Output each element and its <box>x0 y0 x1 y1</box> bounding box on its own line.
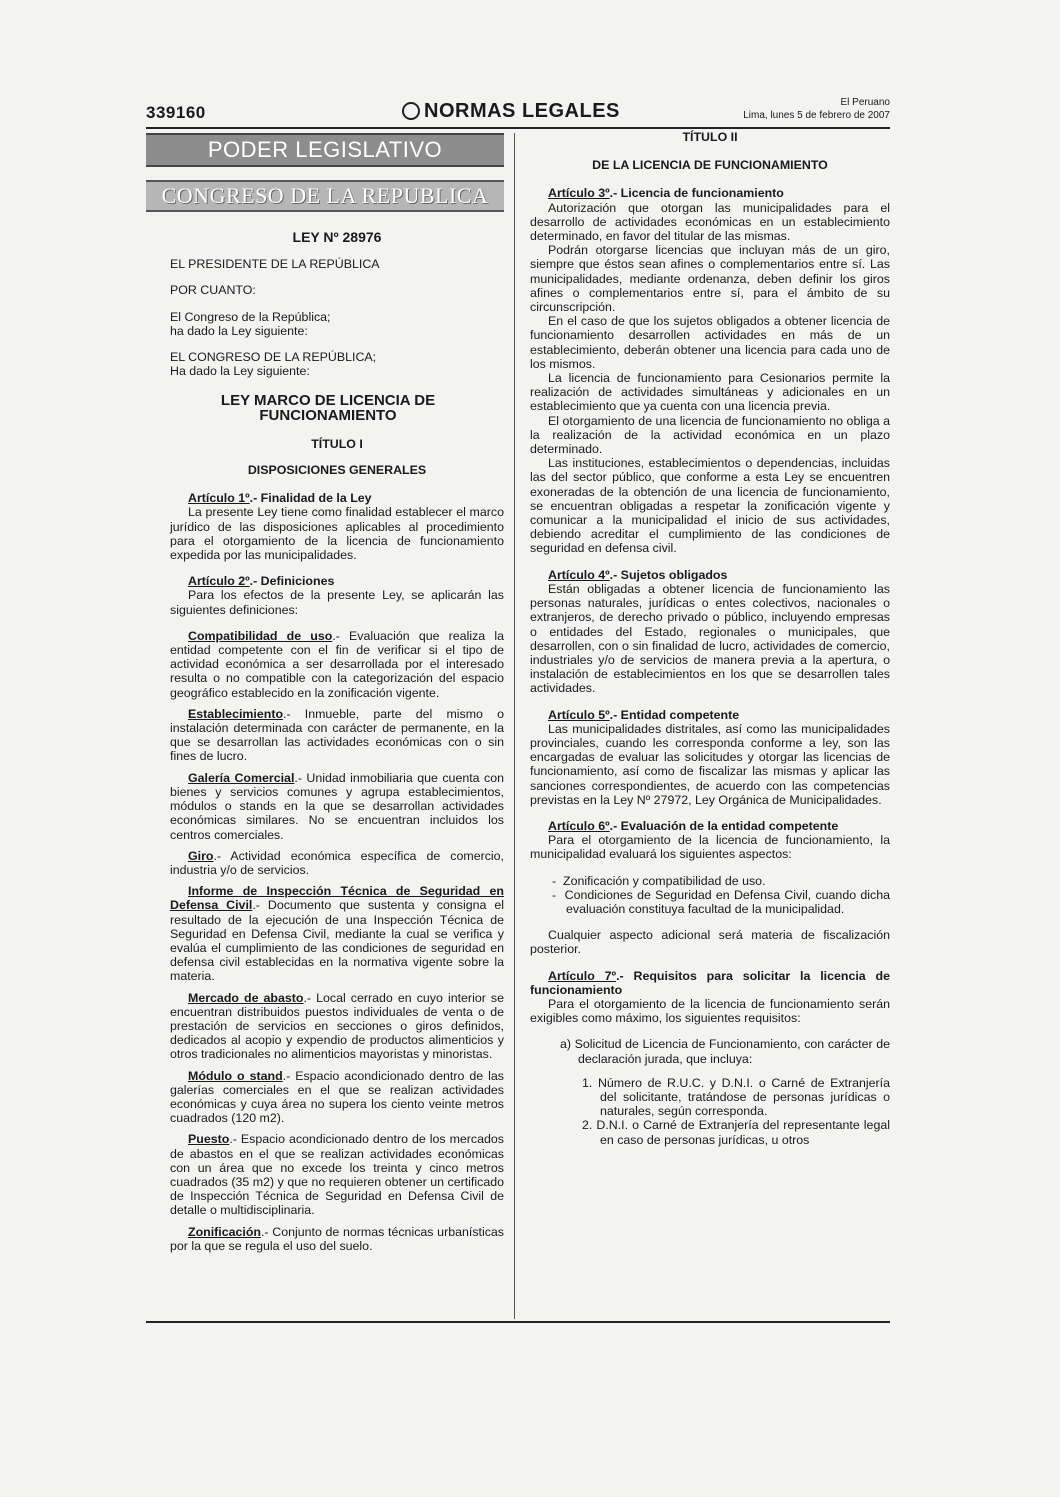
right-column <box>530 130 890 1147</box>
definition-informe: Informe de Inspección Técnica de Seguridad en Defensa Civil.- Documento que sustenta y consigna el resultado de la ejecución de una Inspección Técnica de Seguridad en Defensa Civil, mediante la cual se verifica y evalúa el cumplimiento de las condiciones de seguridad en defensa civil establecidas en la normativa vigente sobre la materia. <box>170 884 504 984</box>
article-6-heading: Artículo 6º.- Evaluación de la entidad competente <box>548 818 839 833</box>
article-2-intro: Para los efectos de la presente Ley, se aplicarán las siguientes definiciones: <box>170 588 504 617</box>
article-7-item-a: a) Solicitud de Licencia de Funcionamiento, con carácter de declaración jurada, que incluya: <box>560 1037 890 1066</box>
newspaper-name: El Peruano <box>840 97 890 108</box>
article-3-paragraph: El otorgamiento de una licencia de funcionamiento no obliga a la realización de la actividad económica en un plazo determinado. <box>530 413 890 457</box>
titulo-1-subheading: DISPOSICIONES GENERALES <box>247 463 427 478</box>
article-6-closing: Cualquier aspecto adicional será materia de fiscalización posterior. <box>530 928 890 957</box>
preamble-ha-dado-1: ha dado la Ley siguiente: <box>170 323 308 338</box>
article-1-text: La presente Ley tiene como finalidad establecer el marco jurídico de las disposiciones aplicables al procedimiento para el otorgamiento de la licencia de funcionamiento expedida por las municipalidades. <box>170 505 504 563</box>
preamble-congreso-2: EL CONGRESO DE LA REPÚBLICA; <box>170 350 377 365</box>
preamble-president: EL PRESIDENTE DE LA REPÚBLICA <box>170 257 380 272</box>
titulo-2-heading: TÍTULO II <box>682 130 738 144</box>
article-7-subitem: 2. D.N.I. o Carné de Extranjería del representante legal en caso de personas jurídicas, u otros <box>582 1118 890 1147</box>
congress-banner: CONGRESO DE LA REPUBLICA <box>146 180 504 212</box>
definition-puesto: Puesto.- Espacio acondicionado dentro de los mercados de abastos en el que se realizan actividades económicas con un área que no excede los treinta y cinco metros cuadrados (35 m2) y que no requieren obtener un certificado de Inspección Técnica de Seguridad en Defensa Civil de detalle o multidisciplinaria. <box>170 1132 504 1218</box>
article-1-heading: Artículo 1º.- Finalidad de la Ley <box>188 491 372 506</box>
issue-date: Lima, lunes 5 de febrero de 2007 <box>743 110 890 121</box>
definition-establecimiento: Establecimiento.- Inmueble, parte del mismo o instalación determinada con carácter de permanente, en la que se desarrollan las actividades económicas con o sin fines de lucro. <box>170 706 504 764</box>
titulo-1-heading: TÍTULO I <box>311 436 363 451</box>
article-3-heading: Artículo 3º.- Licencia de funcionamiento <box>548 186 784 201</box>
definition-modulo: Módulo o stand.- Espacio acondicionado dentro de las galerías comerciales en el que se realizan actividades económicas y cuya área no supera los ciento veinte metros cuadrados (120 m2). <box>170 1068 504 1126</box>
article-7-heading: Artículo 7º.- Requisitos para solicitar la licencia de funcionamiento <box>530 968 890 997</box>
shield-logo-icon <box>402 102 420 120</box>
definition-zonificacion: Zonificación.- Conjunto de normas técnicas urbanísticas por la que se regula el uso del suelo. <box>170 1224 504 1253</box>
header-rule <box>146 127 890 129</box>
page-number: 339160 <box>146 103 206 122</box>
article-2-heading: Artículo 2º.- Definiciones <box>188 574 335 589</box>
article-3-paragraph: En el caso de que los sujetos obligados a obtener licencia de funcionamiento desarrollen actividades en más de un establecimiento, deberán obtener una licencia para cada uno de los mismos. <box>530 314 890 371</box>
titulo-2-subheading: DE LA LICENCIA DE FUNCIONAMIENTO <box>592 158 828 173</box>
article-7-subitem: 1. Número de R.U.C. y D.N.I. o Carné de Extranjería del solicitante, tratándose de personas jurídicas o naturales, según corresponda. <box>582 1075 890 1119</box>
definition-giro: Giro.- Actividad económica específica de comercio, industria y/o de servicios. <box>170 848 504 877</box>
footer-rule <box>146 1321 890 1323</box>
article-4-text: Están obligadas a obtener licencia de funcionamiento las personas naturales, jurídicas o entes colectivos, nacionales o extranjeros, de derecho privado o público, incluyendo empresas o entidades del Estado, regionales o municipales, que desarrollen, con o sin finalidad de lucro, actividades de comercio, industriales y/o de servicios de manera previa a la apertura, o instalación de establecimientos en los que se desarrollen tales actividades. <box>530 581 890 696</box>
article-6-item: - Zonificación y compatibilidad de uso. <box>552 873 766 888</box>
law-number: LEY Nº 28976 <box>292 229 382 245</box>
article-3-paragraph: Podrán otorgarse licencias que incluyan más de un giro, siempre que éstos sean afines o complementarios entre sí. Las municipalidades, mediante ordenanza, deben definir los giros afines o complementarios entre sí, para el ámbito de su circunscripción. <box>530 243 890 315</box>
law-title: LEY MARCO DE LICENCIA DE FUNCIONAMIENTO <box>220 392 436 424</box>
publication-name: NORMAS LEGALES <box>424 100 620 122</box>
article-5-text: Las municipalidades distritales, así como las municipalidades provinciales, cuando les corresponda conforme a ley, son las encargadas de evaluar las solicitudes y otorgar las licencias de funcionamiento, así como de fiscalizar las mismas y aplicar las sanciones correspondientes, de acuerdo con las competencias previstas en la Ley Nº 27972, Ley Orgánica de Municipalidades. <box>530 721 890 807</box>
definition-compatibilidad: Compatibilidad de uso.- Evaluación que realiza la entidad competente con el fin de verificar si el tipo de actividad económica a ser desarrollada por el interesado resulta o no compatible con la categorización del espacio geográfico establecido en la zonificación vigente. <box>170 628 504 700</box>
article-7-intro: Para el otorgamiento de la licencia de funcionamiento serán exigibles como máximo, los siguientes requisitos: <box>530 996 890 1026</box>
publication-title <box>402 100 620 123</box>
article-6-item: - Condiciones de Seguridad en Defensa Civil, cuando dicha evaluación constituya facultad de la municipalidad. <box>552 887 890 916</box>
article-5-heading: Artículo 5º.- Entidad competente <box>548 707 740 722</box>
article-3-paragraph: Autorización que otorgan las municipalidades para el desarrollo de actividades económicas en un establecimiento determinado, en favor del titular de las mismas. <box>530 200 890 244</box>
definition-galeria: Galería Comercial.- Unidad inmobiliaria que cuenta con bienes y servicios comunes y agrupa establecimientos, módulos o stands en la que se desarrollan actividades económicas similares. No se encuentran incluidos los centros comerciales. <box>170 770 504 842</box>
definition-mercado: Mercado de abasto.- Local cerrado en cuyo interior se encuentran distribuidos puestos individuales de venta o de prestación de servicios en secciones o giros definidos, dedicados al acopio y expendio de productos alimenticios y otros tradicionales no alimenticios mayoristas y minoristas. <box>170 990 504 1062</box>
preamble-congreso-1: El Congreso de la República; <box>170 309 331 324</box>
article-4-heading: Artículo 4º.- Sujetos obligados <box>548 567 728 582</box>
article-3-paragraph: La licencia de funcionamiento para Cesionarios permite la realización de actividades simultáneas y adicionales en un establecimiento que ya cuenta con una licencia previa. <box>530 371 890 414</box>
branch-banner: PODER LEGISLATIVO <box>146 133 504 167</box>
article-6-intro: Para el otorgamiento de la licencia de funcionamiento, la municipalidad evaluará los siguientes aspectos: <box>530 833 890 862</box>
article-3-paragraph: Las instituciones, establecimientos o dependencias, incluidas las del sector público, que conforme a esta Ley se encuentren exoneradas de la obtención de una licencia de funcionamiento, se encuentran obligadas a respetar la zonificación vigente y comunicar a la municipalidad el inicio de sus actividades, debiendo acreditar el cumplimiento de las condiciones de seguridad en defensa civil. <box>530 456 890 556</box>
preamble-ha-dado-2: Ha dado la Ley siguiente: <box>170 364 310 379</box>
preamble-por-cuanto: POR CUANTO: <box>170 283 256 298</box>
left-column <box>170 230 504 1253</box>
column-divider <box>514 133 515 1319</box>
